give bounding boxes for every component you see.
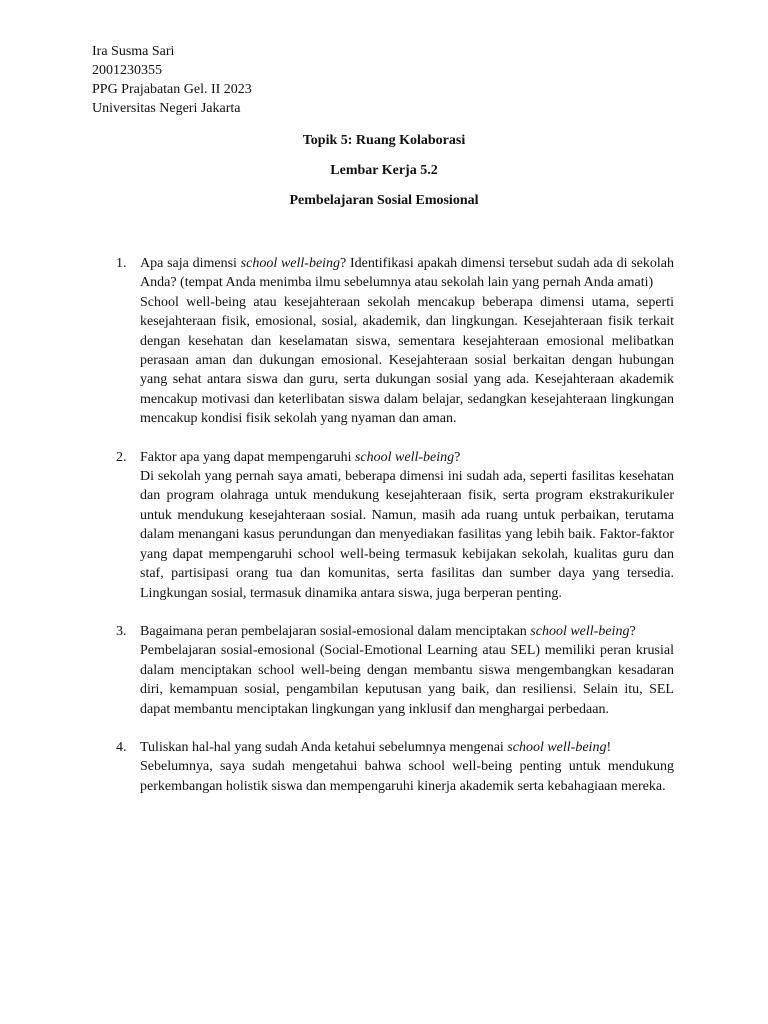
answer-text: Sebelumnya, saya sudah mengetahui bahwa school well-being penting untuk mendukung perkembangan holistik siswa dan mempengaruhi kinerja akademik serta kebahagiaan mereka. xyxy=(140,759,674,794)
question-number: 3. xyxy=(116,623,127,639)
question-text: Apa saja dimensi school well-being? Identifikasi apakah dimensi tersebut sudah ada di sekolah Anda? (tempat Anda menimba ilmu sebelumnya atau sekolah lain yang pernah Anda amati) xyxy=(140,256,674,291)
author-name: Ira Susma Sari xyxy=(92,44,175,59)
question-number: 2. xyxy=(116,449,127,465)
program-name: PPG Prajabatan Gel. II 2023 xyxy=(92,82,252,97)
subject-title: Pembelajaran Sosial Emosional xyxy=(289,193,479,208)
worksheet-title: Lembar Kerja 5.2 xyxy=(330,163,438,178)
answer-text: Pembelajaran sosial-emosional (Social-Emotional Learning atau SEL) memiliki peran krusial dalam menciptakan school well-being dengan membantu siswa mengembangkan kesadaran diri, kemampuan sosial, pengambilan keputusan yang baik, dan resiliensi. Selain itu, SEL dapat membantu menciptakan lingkungan yang inklusif dan menghargai perbedaan. xyxy=(140,643,674,717)
question-item xyxy=(116,448,674,603)
author-block xyxy=(92,42,252,118)
answer-text: Di sekolah yang pernah saya amati, beberapa dimensi ini sudah ada, seperti fasilitas kesehatan dan program olahraga untuk mendukung kesejahteraan fisik, serta program ekstrakurikuler untuk mendukung kesejahteraan sosial. Namun, masih ada ruang untuk perbaikan, terutama dalam menangani kasus perundungan dan menyediakan fasilitas yang lebih baik. Faktor-faktor yang dapat mempengaruhi school well-being termasuk kebijakan sekolah, kualitas guru dan staf, partisipasi orang tua dan komunitas, serta fasilitas dan sumber daya yang tersedia. Lingkungan sosial, termasuk dinamika antara siswa, juga berperan penting. xyxy=(140,469,674,601)
student-id: 2001230355 xyxy=(92,63,162,78)
question-text: Faktor apa yang dapat mempengaruhi school well-being? xyxy=(140,449,461,465)
question-number: 4. xyxy=(116,739,127,755)
question-text: Bagaimana peran pembelajaran sosial-emosional dalam menciptakan school well-being? xyxy=(140,623,636,639)
answer-text: School well-being atau kesejahteraan sekolah mencakup beberapa dimensi utama, seperti kesejahteraan fisik, emosional, sosial, akademik, dan lingkungan. Kesejahteraan fisik terkait dengan kesehatan dan keselamatan siswa, sementara kesejahteraan emosional melibatkan perasaan aman dan dukungan emosional. Kesejahteraan sosial berkaitan dengan hubungan yang sehat antara siswa dan guru, serta dukungan sosial yang ada. Kesejahteraan akademik mencakup motivasi dan keterlibatan siswa dalam belajar, sedangkan kesejahteraan lingkungan mencakup kondisi fisik sekolah yang nyaman dan aman. xyxy=(140,294,674,427)
question-number: 1. xyxy=(116,256,127,271)
question-item xyxy=(116,738,674,796)
question-text: Tuliskan hal-hal yang sudah Anda ketahui sebelumnya mengenai school well-being! xyxy=(140,739,612,755)
topic-title: Topik 5: Ruang Kolaborasi xyxy=(302,133,466,148)
question-item xyxy=(116,254,674,429)
question-list xyxy=(116,254,674,815)
title-block xyxy=(0,131,768,221)
university-name: Universitas Negeri Jakarta xyxy=(92,101,241,116)
question-item xyxy=(116,622,674,719)
